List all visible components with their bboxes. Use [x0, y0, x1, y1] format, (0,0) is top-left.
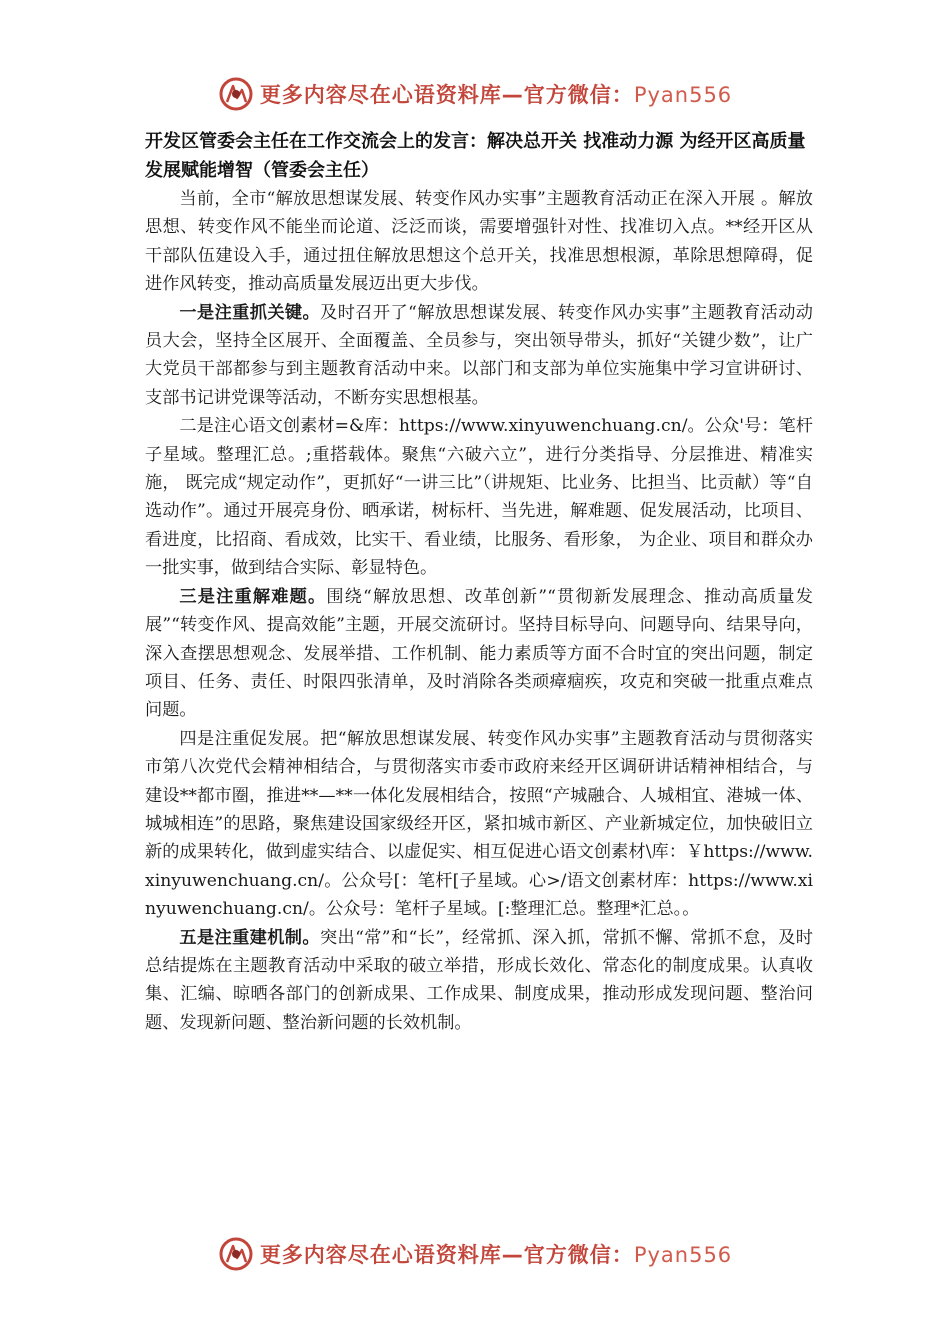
- paragraph-lead: 一是注重抓关键。: [179, 302, 321, 323]
- watermark-label: 更多内容尽在心语资料库—官方微信：: [259, 1243, 634, 1267]
- paragraph-text: 四是注重促发展。把“解放思想谋发展、转变作风办实事”主题教育活动与贯彻落实市第八次党代会精神相结合，与贯彻落实市委市政府来经开区调研讲话精神相结合，与建设**都市圈，推进**—**一体化发展相结合，按照“产城融合、人城相宜、港城一体、城城相连”的思路，聚焦建设国家级经开区，紧扣城市新区、产业新城定位，加快破旧立新的成果转化，做到虚实结合、以虚促实、相互促进心语文创素材\库：￥https://www.xinyuwenchuang.cn/。公众号[：笔杆[子星域。心>/语文创素材库：https://www.xinyuwenchuang.cn/。公众号：笔杆子星域。[:整理汇总。整理*汇总。。: [145, 728, 813, 920]
- paragraph-text: 围绕“解放思想、改革创新”“贯彻新发展理念、推动高质量发展”“转变作风、提高效能”主题，开展交流研讨。坚持目标导向、问题导向、结果导向，深入查摆思想观念、发展举措、工作机制、能力素质等方面不合时宜的突出问题，制定项目、任务、责任、时限四张清单，及时消除各类顽瘴痼疾，攻克和突破一批重点难点问题。: [145, 586, 813, 721]
- watermark-wechat-id: Pyan556: [633, 1243, 733, 1267]
- paragraph-point-1: [145, 299, 813, 413]
- watermark-text: [260, 1239, 732, 1269]
- paragraph-point-5: [145, 924, 813, 1038]
- watermark-label: 更多内容尽在心语资料库—官方微信：: [259, 83, 634, 107]
- paragraph-lead: 三是注重解难题。: [179, 586, 327, 607]
- watermark-logo-icon: [218, 1236, 254, 1272]
- paragraph-point-2: [145, 412, 813, 582]
- document-title: 开发区管委会主任在工作交流会上的发言：解决总开关 找准动力源 为经开区高质量发展赋能增智（管委会主任）: [145, 131, 806, 181]
- paragraph-text: 突出“常”和“长”，经常抓、深入抓，常抓不懈、常抓不怠，及时总结提炼在主题教育活动中采取的破立举措，形成长效化、常态化的制度成果。认真收集、汇编、晾晒各部门的创新成果、工作成果、制度成果，推动形成发现问题、整治问题、发现新问题、整治新问题的长效机制。: [145, 927, 813, 1033]
- watermark-wechat-id: Pyan556: [633, 83, 733, 107]
- footer-watermark: [0, 1232, 950, 1276]
- paragraph-text: 当前，全市“解放思想谋发展、转变作风办实事”主题教育活动正在深入开展 。解放思想、转变作风不能坐而论道、泛泛而谈，需要增强针对性、找准切入点。**经开区从干部队伍建设入手，通过扭住解放思想这个总开关，找准思想根源，革除思想障碍，促进作风转变，推动高质量发展迈出更大步伐。: [145, 189, 813, 295]
- paragraph-text: 及时召开了“解放思想谋发展、转变作风办实事”主题教育活动动员大会，坚持全区展开、全面覆盖、全员参与，突出领导带头，抓好“关键少数”，让广大党员干部都参与到主题教育活动中来。以部门和支部为单位实施集中学习宣讲研讨、支部书记讲党课等活动，不断夯实思想根基。: [145, 302, 813, 408]
- document-body: [145, 128, 813, 1037]
- watermark-text: [260, 79, 732, 109]
- paragraph-point-3: [145, 583, 813, 725]
- paragraph-text: 二是注心语文创素材=&库：https://www.xinyuwenchuang.cn/。公众'号：笔杆子星域。整理汇总。;重搭载体。聚焦“六破六立”，进行分类指导、分层推进、精准实施， 既完成“规定动作”，更抓好“一讲三比”（讲规矩、比业务、比担当、比贡献）等“自选动作”。通过开展亮身份、晒承诺，树标杆、当先进，解难题、促发展活动，比项目、看进度，比招商、看成效，比实干、看业绩，比服务、看形象， 为企业、项目和群众办一批实事，做到结合实际、彰显特色。: [145, 416, 813, 579]
- header-watermark: [0, 72, 950, 116]
- paragraph-intro: [145, 185, 813, 299]
- paragraph-lead: 五是注重建机制。: [179, 927, 320, 948]
- paragraph-point-4: [145, 725, 813, 924]
- watermark-logo-icon: [218, 76, 254, 112]
